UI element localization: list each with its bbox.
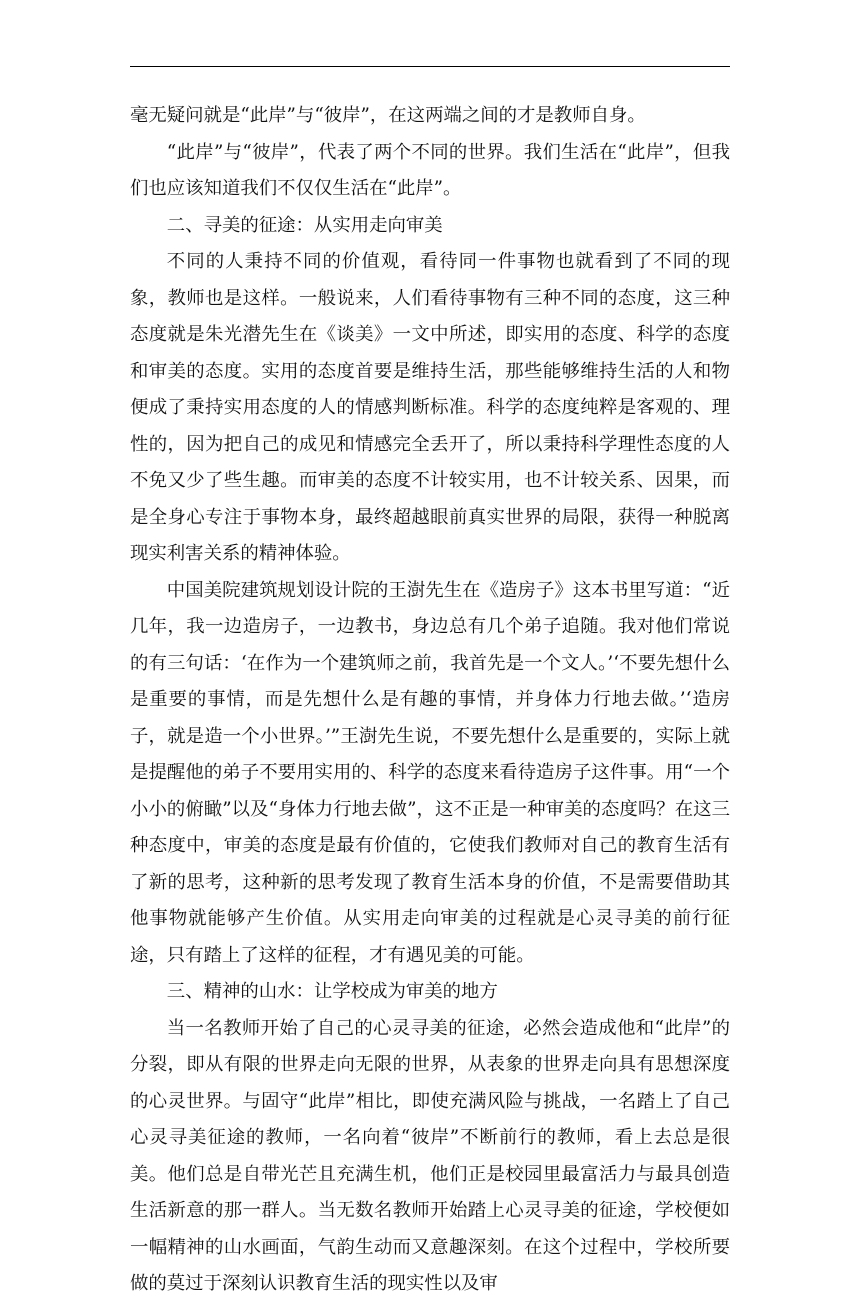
paragraph: 中国美院建筑规划设计院的王澍先生在《造房子》这本书里写道：“近几年，我一边造房子，一边教书，身边总有几个弟子追随。我对他们常说的有三句话：‘在作为一个建筑师之前，我首先是一个文人。’‘不要先想什么是重要的事情，而是先想什么是有趣的事情，并身体力行地去做。’‘造房子，就是造一个小世界。’”王澍先生说，不要先想什么是重要的，实际上就是提醒他的弟子不要用实用的、科学的态度来看待造房子这件事。用“一个小小的俯瞰”以及“身体力行地去做”，这不正是一种审美的态度吗？在这三种态度中，审美的态度是最有价值的，它使我们教师对自己的教育生活有了新的思考，这种新的思考发现了教育生活本身的价值，不是需要借助其他事物就能够产生价值。从实用走向审美的过程就是心灵寻美的前行征途，只有踏上了这样的征程，才有遇见美的可能。 [130, 579, 730, 966]
paragraph: “此岸”与“彼岸”，代表了两个不同的世界。我们生活在“此岸”，但我们也应该知道我们不仅仅生活在“此岸”。 [130, 141, 730, 199]
document-body [130, 98, 730, 1303]
paragraph: 不同的人秉持不同的价值观，看待同一件事物也就看到了不同的现象，教师也是这样。一般说来，人们看待事物有三种不同的态度，这三种态度就是朱光潜先生在《谈美》一文中所述，即实用的态度、科学的态度和审美的态度。实用的态度首要是维持生活，那些能够维持生活的人和物便成了秉持实用态度的人的情感判断标准。科学的态度纯粹是客观的、理性的，因为把自己的成见和情感完全丢开了，所以秉持科学理性态度的人不免又少了些生趣。而审美的态度不计较实用，也不计较关系、因果，而是全身心专注于事物本身，最终超越眼前真实世界的局限，获得一种脱离现实利害关系的精神体验。 [130, 251, 730, 564]
paragraph-continuation: 毫无疑问就是“此岸”与“彼岸”，在这两端之间的才是教师自身。 [130, 105, 646, 126]
paragraph: 当一名教师开始了自己的心灵寻美的征途，必然会造成他和“此岸”的分裂，即从有限的世界走向无限的世界，从表象的世界走向具有思想深度的心灵世界。与固守“此岸”相比，即使充满风险与挑战，一名踏上了自己心灵寻美征途的教师，一名向着“彼岸”不断前行的教师，看上去总是很美。他们总是自带光芒且充满生机，他们正是校园里最富活力与最具创造生活新意的那一群人。当无数名教师开始踏上心灵寻美的征途，学校便如一幅精神的山水画面，气韵生动而又意趣深刻。在这个过程中，学校所要做的莫过于深刻认识教育生活的现实性以及审 [130, 1017, 730, 1294]
section-heading: 三、精神的山水：让学校成为审美的地方 [166, 981, 498, 1002]
section-heading: 二、寻美的征途：从实用走向审美 [166, 214, 443, 236]
header-rule [130, 66, 730, 67]
